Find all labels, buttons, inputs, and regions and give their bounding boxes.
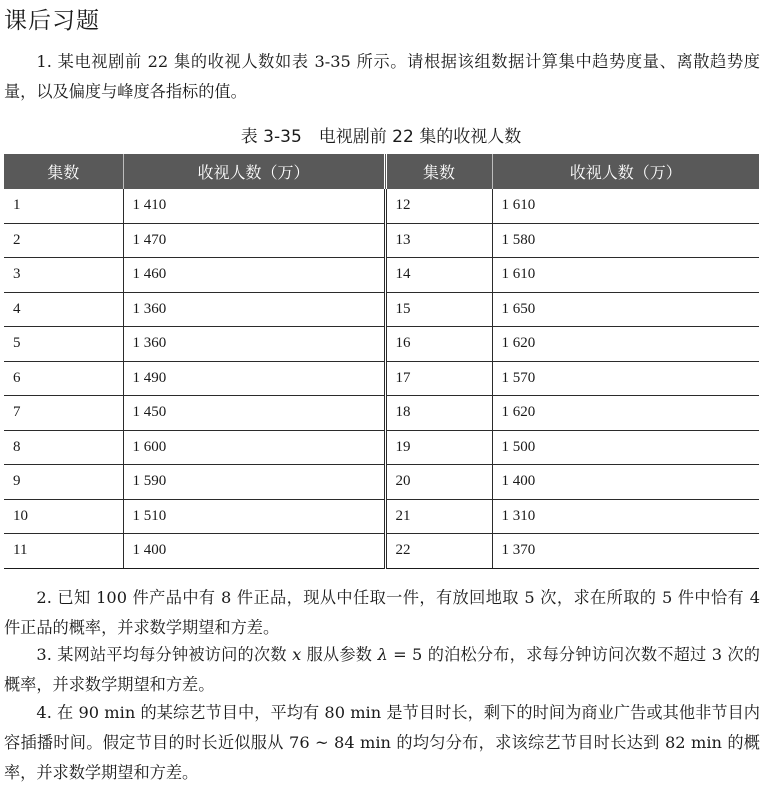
viewers-cell: 1 310 [492,499,759,534]
header-episode-right: 集数 [385,154,492,189]
episode-cell: 10 [4,499,123,534]
viewers-cell: 1 360 [123,327,385,362]
episode-cell: 16 [385,327,492,362]
exercise-1-text: 1. 某电视剧前 22 集的收视人数如表 3-35 所示。请根据该组数据计算集中趋势度量、离散趋势度量，以及偏度与峰度各指标的值。 [4,52,760,101]
header-viewers-left: 收视人数（万） [123,154,385,189]
variable-x: x [292,645,302,664]
episode-cell: 22 [385,534,492,569]
viewership-table [4,154,759,569]
header-viewers-right: 收视人数（万） [492,154,759,189]
viewers-cell: 1 510 [123,499,385,534]
episode-cell: 19 [385,430,492,465]
viewers-cell: 1 610 [492,258,759,293]
exercise-2-text: 2. 已知 100 件产品中有 8 件正品，现从中任取一件，有放回地取 5 次，求在所取的 5 件中恰有 4 件正品的概率，并求数学期望和方差。 [4,588,760,637]
table-row [4,396,759,431]
episode-cell: 6 [4,361,123,396]
episode-cell: 18 [385,396,492,431]
viewers-cell: 1 400 [123,534,385,569]
viewers-cell: 1 500 [492,430,759,465]
episode-cell: 4 [4,292,123,327]
viewers-cell: 1 620 [492,327,759,362]
episode-cell: 5 [4,327,123,362]
viewers-cell: 1 360 [123,292,385,327]
section-heading: 课后习题 [4,8,100,34]
episode-cell: 1 [4,189,123,223]
viewers-cell: 1 650 [492,292,759,327]
viewers-cell: 1 610 [492,189,759,223]
viewers-cell: 1 490 [123,361,385,396]
episode-cell: 8 [4,430,123,465]
table-row [4,258,759,293]
viewers-cell: 1 460 [123,258,385,293]
episode-cell: 17 [385,361,492,396]
viewers-cell: 1 470 [123,223,385,258]
exercise-3-part1: 3. 某网站平均每分钟被访问的次数 [36,645,293,664]
episode-cell: 2 [4,223,123,258]
viewers-cell: 1 620 [492,396,759,431]
episode-cell: 13 [385,223,492,258]
exercise-3-text [4,640,760,700]
viewers-cell: 1 410 [123,189,385,223]
episode-cell: 9 [4,465,123,500]
table-row [4,465,759,500]
header-episode-left: 集数 [4,154,123,189]
episode-cell: 20 [385,465,492,500]
table-row [4,499,759,534]
table-row [4,292,759,327]
exercise-3-part3: = 5 的泊松分布，求每分钟访问次数不超过 3 次的概率，并求数学期望和方差。 [4,645,760,694]
episode-cell: 7 [4,396,123,431]
viewers-cell: 1 570 [492,361,759,396]
episode-cell: 3 [4,258,123,293]
table-row [4,361,759,396]
table-header-row [4,154,759,189]
table-row [4,430,759,465]
exercise-3-part2: 服从参数 [301,645,378,664]
viewers-cell: 1 370 [492,534,759,569]
variable-lambda: λ [377,645,388,664]
exercise-4-text: 4. 在 90 min 的某综艺节目中，平均有 80 min 是节目时长，剩下的时间为商业广告或其他非节目内容插播时间。假定节目的时长近似服从 76 ~ 84 min 的均匀分布，求该综艺节目时长达到 82 min 的概率，并求数学期望和方差。 [4,703,760,782]
viewers-cell: 1 590 [123,465,385,500]
table-row [4,189,759,223]
table-row [4,534,759,569]
episode-cell: 11 [4,534,123,569]
episode-cell: 15 [385,292,492,327]
episode-cell: 21 [385,499,492,534]
viewers-cell: 1 450 [123,396,385,431]
episode-cell: 14 [385,258,492,293]
viewers-cell: 1 600 [123,430,385,465]
viewers-cell: 1 400 [492,465,759,500]
viewers-cell: 1 580 [492,223,759,258]
episode-cell: 12 [385,189,492,223]
table-row [4,327,759,362]
table-row [4,223,759,258]
table-caption: 表 3-35 电视剧前 22 集的收视人数 [240,127,522,147]
